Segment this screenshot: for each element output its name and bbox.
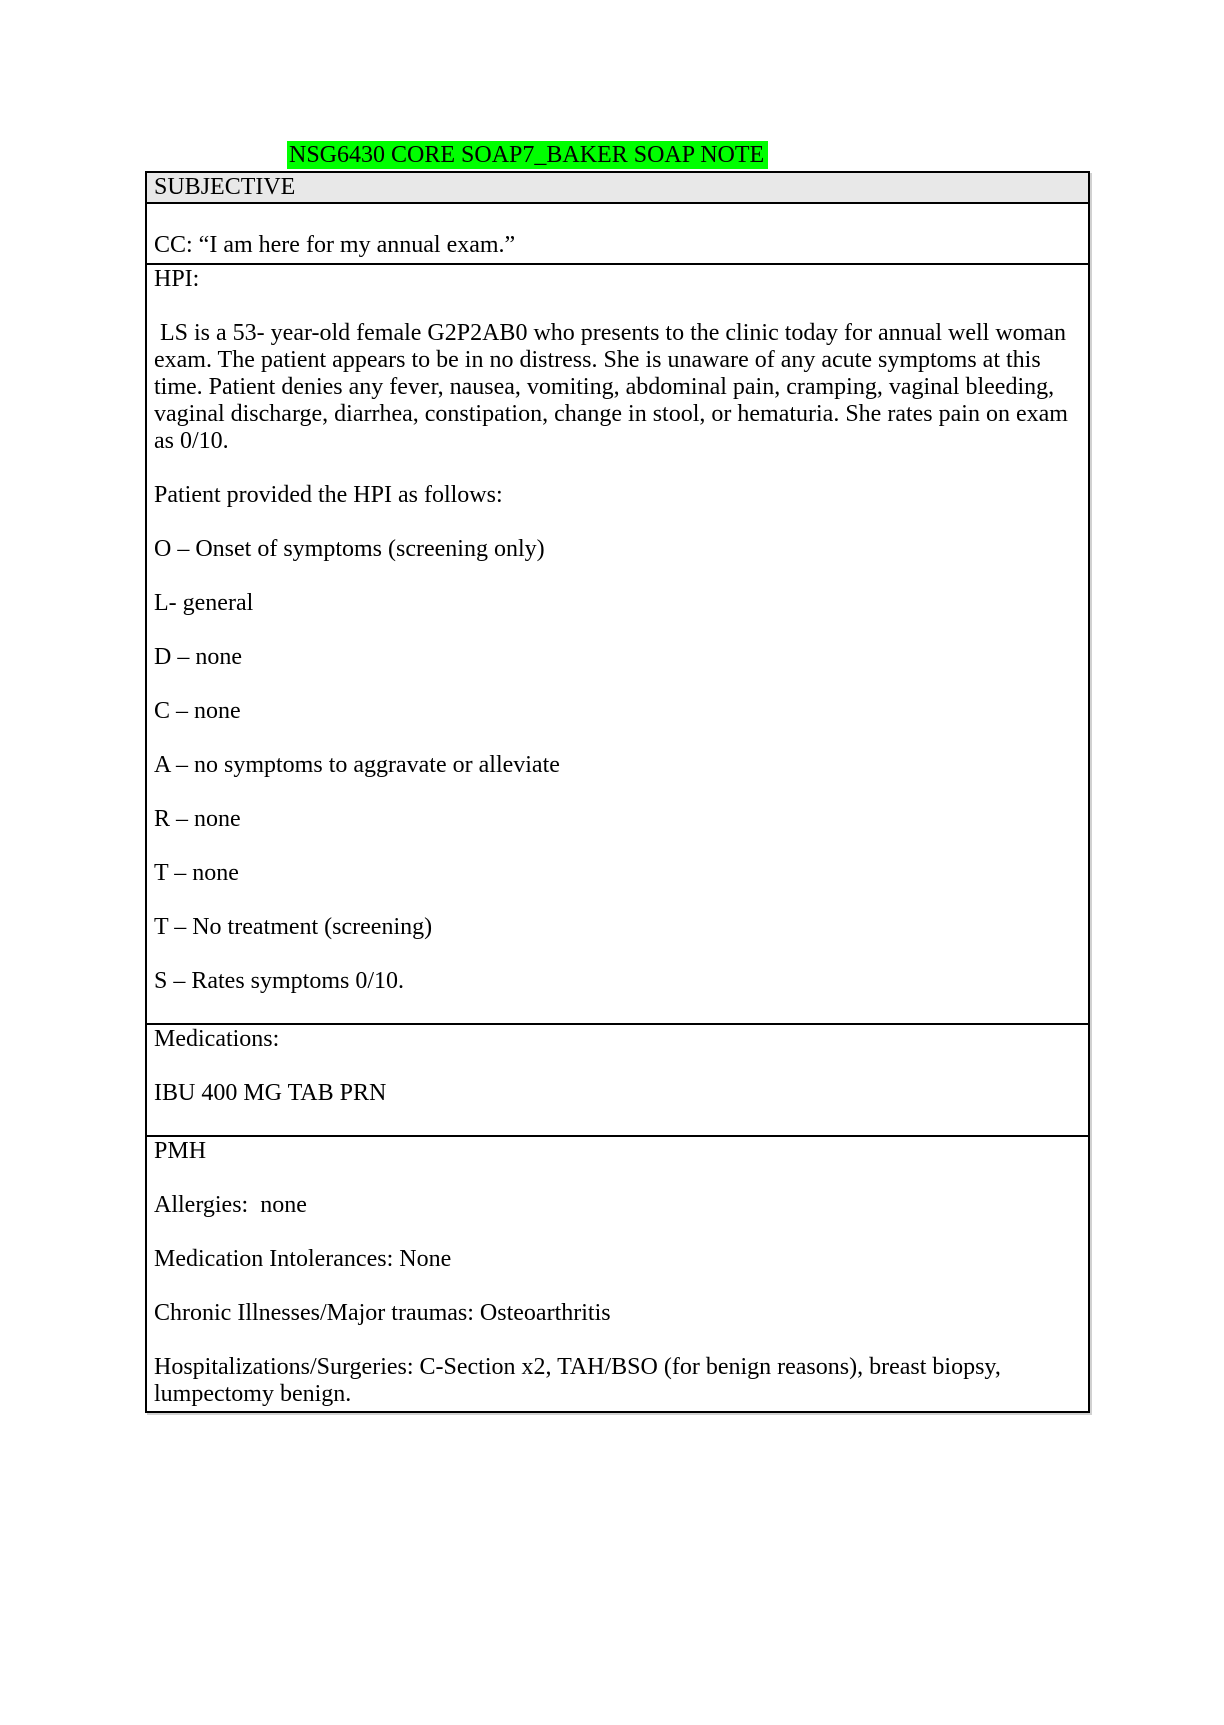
hpi-oldcarts-characteristics: C – none xyxy=(154,698,241,724)
subjective-section-header: SUBJECTIVE xyxy=(146,172,1089,203)
pmh-label: PMH xyxy=(154,1138,207,1164)
hpi-row xyxy=(146,264,1089,1024)
chief-complaint-text: CC: “I am here for my annual exam.” xyxy=(154,232,516,258)
cc-cell xyxy=(146,203,1089,264)
hpi-oldcarts-duration: D – none xyxy=(154,644,242,670)
medication-entry: IBU 400 MG TAB PRN xyxy=(154,1080,387,1106)
document-title: NSG6430 CORE SOAP7_BAKER SOAP NOTE xyxy=(287,141,768,169)
document-title-row xyxy=(287,141,1224,169)
medications-label: Medications: xyxy=(154,1026,280,1052)
pmh-hospitalizations-surgeries: Hospitalizations/Surgeries: C-Section x2, TAH/BSO (for benign reasons), breast biopsy, lumpectomy benign. xyxy=(154,1354,1007,1407)
pmh-allergies: Allergies: none xyxy=(154,1192,307,1218)
hpi-oldcarts-timing: T – none xyxy=(154,860,239,886)
hpi-oldcarts-relieving: R – none xyxy=(154,806,241,832)
medications-cell xyxy=(146,1024,1089,1136)
soap-note-table xyxy=(145,171,1090,1413)
hpi-oldcarts-location: L- general xyxy=(154,590,254,616)
pmh-medication-intolerances: Medication Intolerances: None xyxy=(154,1246,452,1272)
pmh-chronic-illnesses: Chronic Illnesses/Major traumas: Osteoarthritis xyxy=(154,1300,611,1326)
hpi-label: HPI: xyxy=(154,266,200,292)
subjective-header-row xyxy=(146,172,1089,203)
hpi-oldcarts-treatment: T – No treatment (screening) xyxy=(154,914,433,940)
hpi-oldcarts-onset: O – Onset of symptoms (screening only) xyxy=(154,536,545,562)
hpi-oldcarts-severity: S – Rates symptoms 0/10. xyxy=(154,968,405,994)
hpi-paragraph: LS is a 53- year-old female G2P2AB0 who presents to the clinic today for annual well woman exam. The patient appears to be in no distress. She is unaware of any acute symptoms at this time. Patient denies any fever, nausea, vomiting, abdominal pain, cramping, vaginal bleeding, vaginal discharge, diarrhea, constipation, change in stool, or hematuria. She rates pain on exam as 0/10. xyxy=(154,320,1074,454)
cc-row xyxy=(146,203,1089,264)
hpi-cell xyxy=(146,264,1089,1024)
medications-row xyxy=(146,1024,1089,1136)
pmh-cell xyxy=(146,1136,1089,1412)
hpi-paragraph: Patient provided the HPI as follows: xyxy=(154,482,503,508)
pmh-row xyxy=(146,1136,1089,1412)
document-page xyxy=(0,141,1224,1725)
hpi-oldcarts-aggravating: A – no symptoms to aggravate or alleviate xyxy=(154,752,560,778)
